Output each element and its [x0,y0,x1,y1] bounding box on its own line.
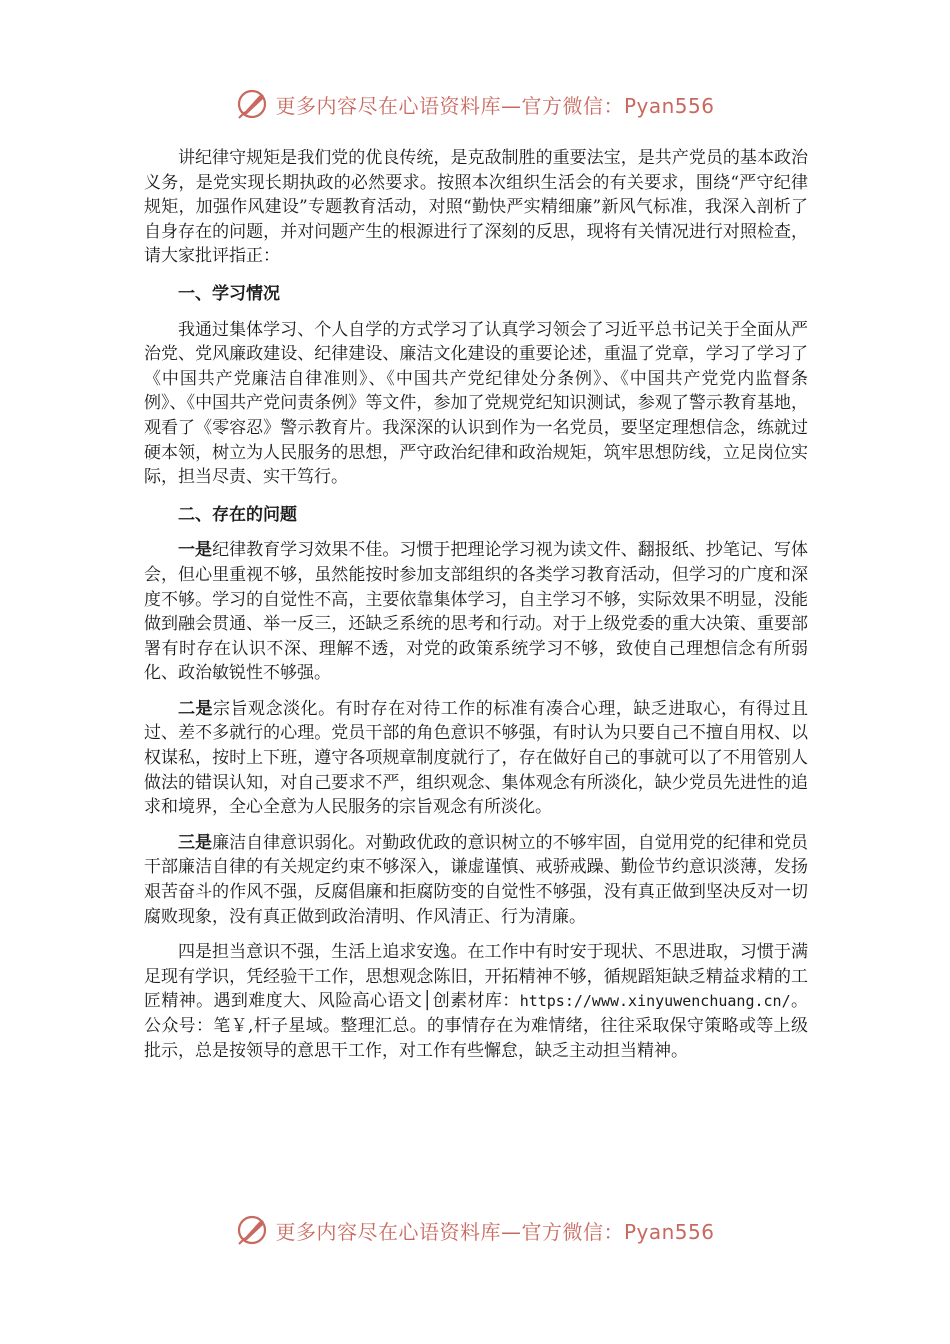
quill-logo-icon [235,87,269,121]
problem-lead-2: 二是 [178,698,214,719]
section-heading-problems: 二、存在的问题 [178,504,297,525]
footer-watermark-banner [0,1210,950,1250]
problem-paragraph-4 [144,940,808,1063]
problem-text-3: 廉洁自律意识弱化。对勤政优政的意识树立的不够牢固，自觉用党的纪律和党员干部廉洁自律的有关规定约束不够深入，谦虚谨慎、戒骄戒躁、勤俭节约意识淡薄，发扬艰苦奋斗的作风不强，反腐倡廉和拒腐防变的自觉性不够强，没有真正做到坚决反对一切腐败现象，没有真正做到政治清明、作风清正、行为清廉。 [144,832,809,927]
problem-lead-1: 一是 [178,540,213,561]
document-body [144,146,808,1063]
problem-text-2: 宗旨观念淡化。有时存在对待工作的标准有凑合心理，缺乏进取心，有得过且过、差不多就行的心理。党员干部的角色意识不够强，有时认为只要自己不擅自用权、以权谋私，按时上下班，遵守各项规章制度就行了，存在做好自己的事就可以了不用管别人做法的错误认知，对自己要求不严，组织观念、集体观念有所淡化，缺少党员先进性的追求和境界，全心全意为人民服务的宗旨观念有所淡化。 [144,698,809,818]
source-url-link[interactable]: https://www.xinyuwenchuang.cn/ [519,992,791,1011]
study-paragraph: 我通过集体学习、个人自学的方式学习了认真学习领会了习近平总书记关于全面从严治党、党风廉政建设、纪律建设、廉洁文化建设的重要论述，重温了党章，学习了学习了《中国共产党廉洁自律准则》、《中国共产党纪律处分条例》、《中国共产党党内监督条例》、《中国共产党问责条例》等文件，参加了党规党纪知识测试，参观了警示教育基地，观看了《零容忍》警示教育片。我深深的认识到作为一名党员，要坚定理想信念，练就过硬本领，树立为人民服务的思想，严守政治纪律和政治规矩，筑牢思想防线，立足岗位实际，担当尽责、实干笃行。 [144,319,808,488]
problem-paragraph-1 [144,538,808,686]
intro-paragraph: 讲纪律守规矩是我们党的优良传统，是克敌制胜的重要法宝，是共产党员的基本政治义务，是党实现长期执政的必然要求。按照本次组织生活会的有关要求，围绕“严守纪律规矩，加强作风建设”专题教育活动，对照“勤快严实精细廉”新风气标准，我深入剖析了自身存在的问题，并对问题产生的根源进行了深刻的反思，现将有关情况进行对照检查，请大家批评指正： [144,148,808,267]
header-watermark-text: 更多内容尽在心语资料库—官方微信：Pyan556 [275,93,715,118]
quill-logo-icon [235,1213,269,1247]
problem-text-4b: 。公众号：笔￥,杆子星域。整理汇总。的事情存在为难情绪，往往采取保守策略或等上级批示，总是按领导的意思干工作，对工作有些懈怠，缺乏主动担当精神。 [144,991,809,1061]
section-heading-study: 一、学习情况 [178,283,280,304]
problem-lead-3: 三是 [178,832,213,853]
problem-text-4a: 四是担当意识不强，生活上追求安逸。在工作中有时安于现状、不思进取，习惯于满足现有学识，凭经验干工作，思想观念陈旧，开拓精神不够，循规蹈矩缺乏精益求精的工匠精神。遇到难度大、风险高心语文│创素材库： [144,942,808,1012]
header-watermark-banner [0,84,950,124]
footer-watermark-text: 更多内容尽在心语资料库—官方微信：Pyan556 [275,1219,715,1244]
problem-text-1: 纪律教育学习效果不佳。习惯于把理论学习视为读文件、翻报纸、抄笔记、写体会，但心里重视不够，虽然能按时参加支部组织的各类学习教育活动，但学习的广度和深度不够。学习的自觉性不高，主要依靠集体学习，自主学习不够，实际效果不明显，没能做到融会贯通、举一反三，还缺乏系统的思考和行动。对于上级党委的重大决策、重要部署有时存在认识不深、理解不透，对党的政策系统学习不够，致使自己理想信念有所弱化、政治敏锐性不够强。 [144,540,809,684]
problem-paragraph-2 [144,697,808,820]
problem-paragraph-3 [144,831,808,929]
